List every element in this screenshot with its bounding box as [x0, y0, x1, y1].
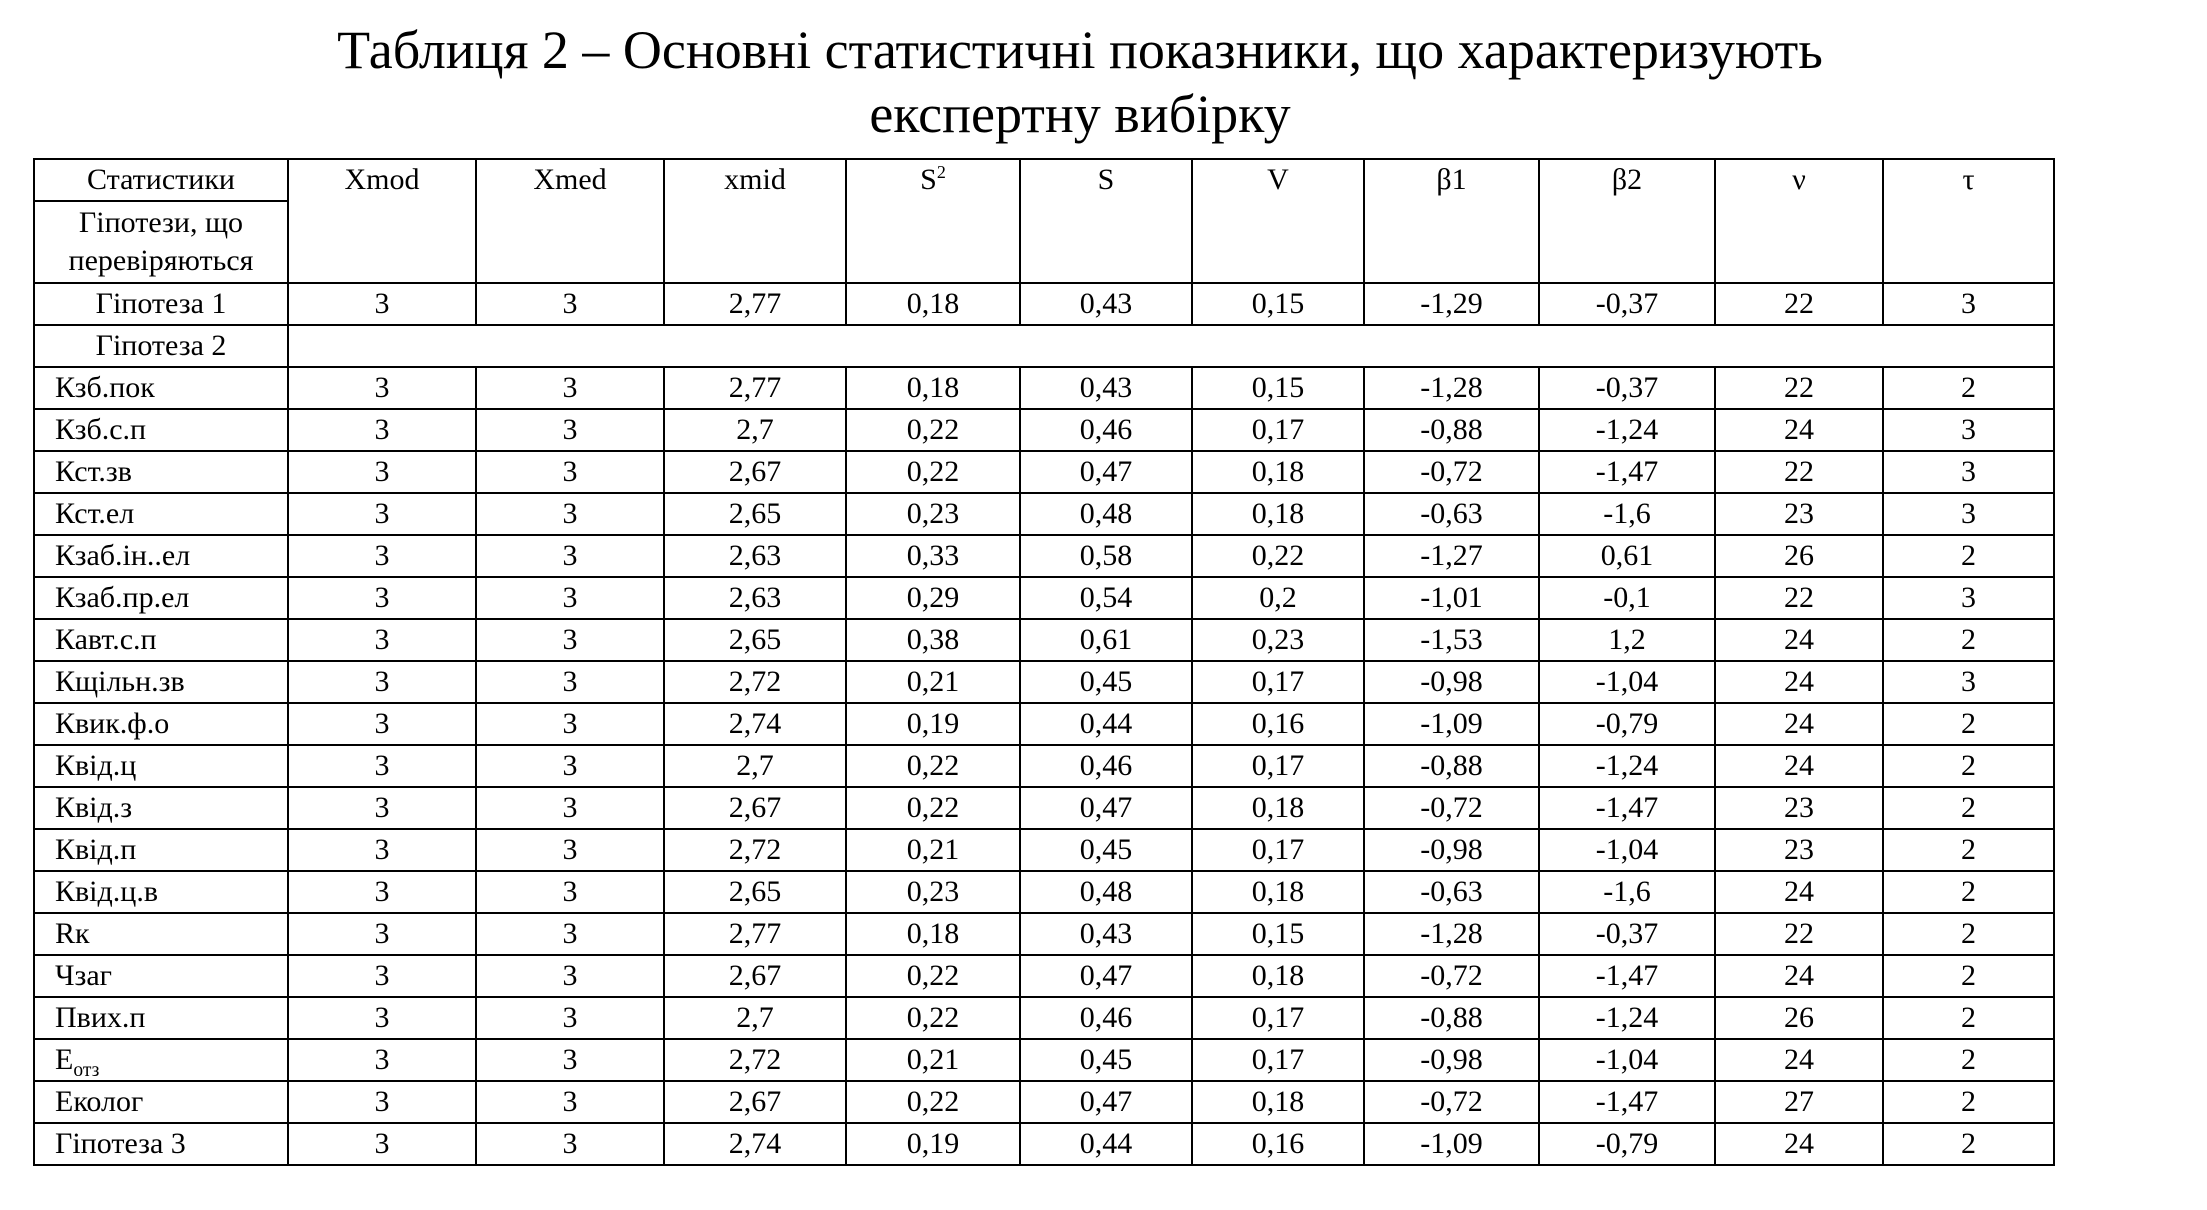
cell-xmod: 3 — [288, 787, 476, 829]
cell-tau: 3 — [1883, 493, 2054, 535]
cell-xmed: 3 — [476, 409, 664, 451]
cell-tau: 2 — [1883, 787, 2054, 829]
cell-nu: 24 — [1715, 1039, 1883, 1081]
cell-xmed: 3 — [476, 787, 664, 829]
row-label-text: Чзаг — [55, 959, 112, 992]
cell-v: 0,17 — [1192, 409, 1364, 451]
cell-xmed: 3 — [476, 913, 664, 955]
cell-xmed: 3 — [476, 535, 664, 577]
row-label — [34, 577, 288, 619]
cell-xmid: 2,7 — [664, 409, 846, 451]
cell-s2: 0,23 — [846, 493, 1020, 535]
table-row — [34, 997, 2054, 1039]
table-row-hypothesis-2 — [34, 325, 2054, 367]
cell-xmod: 3 — [288, 997, 476, 1039]
cell-tau: 3 — [1883, 409, 2054, 451]
cell-xmed: 3 — [476, 451, 664, 493]
cell-beta1: -0,98 — [1364, 661, 1539, 703]
row-label-text: Кст.зв — [55, 455, 132, 488]
s2-base: S — [920, 163, 937, 196]
cell-xmed: 3 — [476, 829, 664, 871]
header-hypotheses: Гіпотези, що перевіряються — [34, 201, 288, 283]
cell-v: 0,2 — [1192, 577, 1364, 619]
header-nu: ν — [1715, 159, 1883, 283]
cell-xmid: 2,67 — [664, 787, 846, 829]
table-row — [34, 1039, 2054, 1081]
row-label — [34, 451, 288, 493]
cell-nu: 24 — [1715, 703, 1883, 745]
table-row — [34, 871, 2054, 913]
cell-xmed: 3 — [476, 955, 664, 997]
cell-s2: 0,38 — [846, 619, 1020, 661]
cell-nu: 24 — [1715, 745, 1883, 787]
cell-s: 0,45 — [1020, 829, 1192, 871]
table-row — [34, 619, 2054, 661]
header-xmod: Xmod — [288, 159, 476, 283]
cell-tau: 2 — [1883, 1081, 2054, 1123]
table-row — [34, 1081, 2054, 1123]
cell-beta1: -0,98 — [1364, 829, 1539, 871]
header-beta2: β2 — [1539, 159, 1715, 283]
row-label-text: Кщільн.зв — [55, 665, 185, 698]
cell-tau: 2 — [1883, 745, 2054, 787]
cell-v: 0,18 — [1192, 787, 1364, 829]
row-label — [34, 535, 288, 577]
cell-tau: 2 — [1883, 703, 2054, 745]
header-beta1: β1 — [1364, 159, 1539, 283]
cell-s: 0,58 — [1020, 535, 1192, 577]
cell-xmod: 3 — [288, 535, 476, 577]
cell-v: 0,18 — [1192, 871, 1364, 913]
cell-beta2: -1,47 — [1539, 787, 1715, 829]
table-row — [34, 955, 2054, 997]
cell-beta1: -1,28 — [1364, 913, 1539, 955]
row-label-text: Кзб.с.п — [55, 413, 147, 446]
cell-v: 0,22 — [1192, 535, 1364, 577]
cell-v: 0,17 — [1192, 745, 1364, 787]
row-label — [34, 829, 288, 871]
table-row — [34, 829, 2054, 871]
hypothesis-2-span-cell — [288, 325, 2054, 367]
row-label-text: Кзаб.пр.ел — [55, 581, 190, 614]
row-label-text: Квик.ф.о — [55, 707, 170, 740]
cell-beta2: -1,04 — [1539, 661, 1715, 703]
cell-xmod: 3 — [288, 577, 476, 619]
cell-nu: 22 — [1715, 913, 1883, 955]
table-row — [34, 535, 2054, 577]
cell-xmed: 3 — [476, 745, 664, 787]
cell-s: 0,46 — [1020, 745, 1192, 787]
cell-xmod: 3 — [288, 745, 476, 787]
row-label — [34, 745, 288, 787]
cell-xmed: 3 — [476, 1039, 664, 1081]
cell-v: 0,18 — [1192, 1081, 1364, 1123]
title-line-2: експертну вибірку — [869, 84, 1291, 144]
row-label — [34, 1081, 288, 1123]
table-row — [34, 577, 2054, 619]
cell-nu: 22 — [1715, 283, 1883, 325]
cell-beta1: -0,63 — [1364, 493, 1539, 535]
cell-xmed: 3 — [476, 703, 664, 745]
cell-xmed: 3 — [476, 661, 664, 703]
cell-nu: 22 — [1715, 451, 1883, 493]
row-label: Гіпотеза 2 — [34, 325, 288, 367]
cell-xmed: 3 — [476, 1123, 664, 1165]
cell-s: 0,47 — [1020, 451, 1192, 493]
cell-xmid: 2,67 — [664, 955, 846, 997]
cell-v: 0,15 — [1192, 367, 1364, 409]
row-label-text: Е — [55, 1043, 74, 1076]
cell-xmod: 3 — [288, 409, 476, 451]
cell-beta1: -0,88 — [1364, 997, 1539, 1039]
cell-beta2: -0,79 — [1539, 1123, 1715, 1165]
row-label — [34, 997, 288, 1039]
cell-beta2: -1,47 — [1539, 1081, 1715, 1123]
cell-nu: 24 — [1715, 619, 1883, 661]
cell-s: 0,48 — [1020, 493, 1192, 535]
cell-s: 0,43 — [1020, 367, 1192, 409]
row-label — [34, 871, 288, 913]
cell-xmed: 3 — [476, 997, 664, 1039]
cell-tau: 2 — [1883, 955, 2054, 997]
cell-beta2: -0,37 — [1539, 283, 1715, 325]
cell-tau: 2 — [1883, 367, 2054, 409]
header-xmed: Xmed — [476, 159, 664, 283]
cell-s: 0,47 — [1020, 1081, 1192, 1123]
cell-v: 0,17 — [1192, 661, 1364, 703]
row-label — [34, 955, 288, 997]
row-label-text: Кзаб.ін..ел — [55, 539, 191, 572]
header-xmid: xmid — [664, 159, 846, 283]
cell-beta1: -0,98 — [1364, 1039, 1539, 1081]
title-line-1: Таблиця 2 – Основні статистичні показники, що характеризують — [337, 20, 1823, 80]
cell-s2: 0,21 — [846, 1039, 1020, 1081]
cell-v: 0,15 — [1192, 913, 1364, 955]
row-label-text: Еколог — [55, 1085, 144, 1118]
header-s: S — [1020, 159, 1192, 283]
statistics-table — [33, 158, 2055, 1166]
cell-beta2: -1,24 — [1539, 997, 1715, 1039]
cell-tau: 2 — [1883, 1039, 2054, 1081]
cell-xmid: 2,72 — [664, 829, 846, 871]
cell-s2: 0,23 — [846, 871, 1020, 913]
cell-beta2: -1,04 — [1539, 1039, 1715, 1081]
cell-nu: 27 — [1715, 1081, 1883, 1123]
row-label — [34, 493, 288, 535]
cell-tau: 2 — [1883, 535, 2054, 577]
cell-xmod: 3 — [288, 493, 476, 535]
cell-xmod: 3 — [288, 703, 476, 745]
cell-beta1: -0,88 — [1364, 409, 1539, 451]
cell-tau: 2 — [1883, 1123, 2054, 1165]
cell-v: 0,17 — [1192, 997, 1364, 1039]
cell-xmed: 3 — [476, 577, 664, 619]
cell-xmod: 3 — [288, 955, 476, 997]
row-label-text: Гіпотеза 3 — [55, 1127, 186, 1160]
cell-beta1: -1,29 — [1364, 283, 1539, 325]
cell-xmod: 3 — [288, 283, 476, 325]
row-label — [34, 787, 288, 829]
cell-v: 0,16 — [1192, 703, 1364, 745]
cell-s2: 0,21 — [846, 661, 1020, 703]
table-row — [34, 703, 2054, 745]
row-label — [34, 703, 288, 745]
cell-tau: 3 — [1883, 661, 2054, 703]
cell-s: 0,46 — [1020, 409, 1192, 451]
cell-xmid: 2,77 — [664, 283, 846, 325]
cell-s2: 0,33 — [846, 535, 1020, 577]
cell-xmed: 3 — [476, 283, 664, 325]
cell-xmid: 2,65 — [664, 871, 846, 913]
header-row — [34, 159, 2054, 201]
cell-v: 0,15 — [1192, 283, 1364, 325]
cell-xmid: 2,63 — [664, 577, 846, 619]
cell-beta1: -0,63 — [1364, 871, 1539, 913]
cell-s2: 0,19 — [846, 703, 1020, 745]
cell-beta2: -1,47 — [1539, 955, 1715, 997]
cell-xmod: 3 — [288, 1039, 476, 1081]
cell-beta2: -1,6 — [1539, 493, 1715, 535]
cell-beta1: -0,72 — [1364, 1081, 1539, 1123]
cell-xmid: 2,65 — [664, 493, 846, 535]
row-label-text: Rк — [55, 917, 90, 950]
cell-s: 0,45 — [1020, 1039, 1192, 1081]
cell-v: 0,16 — [1192, 1123, 1364, 1165]
cell-beta2: -1,24 — [1539, 745, 1715, 787]
cell-beta1: -1,01 — [1364, 577, 1539, 619]
cell-v: 0,18 — [1192, 955, 1364, 997]
cell-s2: 0,22 — [846, 997, 1020, 1039]
cell-nu: 22 — [1715, 577, 1883, 619]
cell-beta1: -0,88 — [1364, 745, 1539, 787]
row-label-text: Кзб.пок — [55, 371, 155, 404]
header-statistics: Статистики — [34, 159, 288, 201]
cell-xmed: 3 — [476, 367, 664, 409]
table-row — [34, 787, 2054, 829]
cell-beta1: -1,09 — [1364, 1123, 1539, 1165]
cell-xmod: 3 — [288, 367, 476, 409]
table-body — [34, 283, 2054, 1165]
cell-s2: 0,22 — [846, 787, 1020, 829]
cell-nu: 26 — [1715, 535, 1883, 577]
cell-beta2: -1,47 — [1539, 451, 1715, 493]
cell-nu: 26 — [1715, 997, 1883, 1039]
cell-beta1: -1,27 — [1364, 535, 1539, 577]
cell-s2: 0,21 — [846, 829, 1020, 871]
cell-xmed: 3 — [476, 871, 664, 913]
cell-nu: 24 — [1715, 409, 1883, 451]
table-row — [34, 1123, 2054, 1165]
cell-s2: 0,18 — [846, 913, 1020, 955]
cell-tau: 2 — [1883, 619, 2054, 661]
row-label — [34, 661, 288, 703]
row-label — [34, 367, 288, 409]
cell-tau: 2 — [1883, 913, 2054, 955]
cell-tau: 3 — [1883, 451, 2054, 493]
cell-xmid: 2,67 — [664, 1081, 846, 1123]
row-label — [34, 619, 288, 661]
cell-beta1: -1,09 — [1364, 703, 1539, 745]
row-label-text: Квід.ц.в — [55, 875, 158, 908]
cell-beta2: -0,37 — [1539, 367, 1715, 409]
cell-xmid: 2,74 — [664, 1123, 846, 1165]
cell-s2: 0,22 — [846, 451, 1020, 493]
cell-s2: 0,29 — [846, 577, 1020, 619]
header-v: V — [1192, 159, 1364, 283]
header-tau: τ — [1883, 159, 2054, 283]
cell-s2: 0,22 — [846, 409, 1020, 451]
cell-s: 0,44 — [1020, 1123, 1192, 1165]
cell-xmid: 2,67 — [664, 451, 846, 493]
cell-beta2: -0,1 — [1539, 577, 1715, 619]
cell-xmid: 2,72 — [664, 1039, 846, 1081]
cell-xmod: 3 — [288, 871, 476, 913]
cell-beta2: 1,2 — [1539, 619, 1715, 661]
cell-tau: 2 — [1883, 871, 2054, 913]
cell-v: 0,23 — [1192, 619, 1364, 661]
cell-s2: 0,19 — [846, 1123, 1020, 1165]
table-row — [34, 367, 2054, 409]
cell-nu: 24 — [1715, 871, 1883, 913]
cell-s2: 0,22 — [846, 1081, 1020, 1123]
cell-s: 0,43 — [1020, 913, 1192, 955]
cell-tau: 2 — [1883, 997, 2054, 1039]
cell-s: 0,45 — [1020, 661, 1192, 703]
cell-xmod: 3 — [288, 661, 476, 703]
cell-nu: 23 — [1715, 829, 1883, 871]
cell-beta1: -1,28 — [1364, 367, 1539, 409]
cell-nu: 22 — [1715, 367, 1883, 409]
row-label — [34, 1123, 288, 1165]
cell-s: 0,43 — [1020, 283, 1192, 325]
table-row — [34, 745, 2054, 787]
cell-v: 0,17 — [1192, 829, 1364, 871]
cell-beta2: -1,6 — [1539, 871, 1715, 913]
cell-v: 0,18 — [1192, 493, 1364, 535]
cell-xmod: 3 — [288, 829, 476, 871]
cell-beta1: -0,72 — [1364, 787, 1539, 829]
cell-xmid: 2,65 — [664, 619, 846, 661]
cell-xmed: 3 — [476, 1081, 664, 1123]
cell-tau: 2 — [1883, 829, 2054, 871]
cell-s: 0,48 — [1020, 871, 1192, 913]
cell-nu: 24 — [1715, 661, 1883, 703]
cell-tau: 3 — [1883, 577, 2054, 619]
row-label-text: Кст.ел — [55, 497, 135, 530]
cell-xmid: 2,77 — [664, 367, 846, 409]
cell-beta2: -0,79 — [1539, 703, 1715, 745]
cell-xmod: 3 — [288, 619, 476, 661]
cell-nu: 24 — [1715, 1123, 1883, 1165]
cell-s: 0,46 — [1020, 997, 1192, 1039]
cell-nu: 23 — [1715, 787, 1883, 829]
row-label-text: Пвих.п — [55, 1001, 146, 1034]
cell-s: 0,47 — [1020, 787, 1192, 829]
cell-s: 0,47 — [1020, 955, 1192, 997]
row-label-text: Квід.п — [55, 833, 137, 866]
cell-tau: 3 — [1883, 283, 2054, 325]
cell-s2: 0,18 — [846, 367, 1020, 409]
s2-superscript: 2 — [936, 162, 946, 182]
cell-beta2: -0,37 — [1539, 913, 1715, 955]
table-row — [34, 661, 2054, 703]
cell-beta1: -1,53 — [1364, 619, 1539, 661]
cell-xmid: 2,72 — [664, 661, 846, 703]
cell-s: 0,61 — [1020, 619, 1192, 661]
cell-xmod: 3 — [288, 451, 476, 493]
row-label — [34, 913, 288, 955]
cell-xmod: 3 — [288, 1123, 476, 1165]
row-label-text: Кавт.с.п — [55, 623, 157, 656]
cell-beta2: -1,24 — [1539, 409, 1715, 451]
cell-s: 0,54 — [1020, 577, 1192, 619]
cell-xmid: 2,74 — [664, 703, 846, 745]
row-label-text: Квід.ц — [55, 749, 137, 782]
table-row — [34, 913, 2054, 955]
cell-s: 0,44 — [1020, 703, 1192, 745]
cell-beta2: -1,04 — [1539, 829, 1715, 871]
table-row — [34, 409, 2054, 451]
header-s-squared — [846, 159, 1020, 283]
cell-xmod: 3 — [288, 1081, 476, 1123]
cell-xmed: 3 — [476, 493, 664, 535]
cell-xmid: 2,63 — [664, 535, 846, 577]
cell-s2: 0,22 — [846, 955, 1020, 997]
cell-xmid: 2,77 — [664, 913, 846, 955]
cell-v: 0,18 — [1192, 451, 1364, 493]
cell-beta1: -0,72 — [1364, 451, 1539, 493]
cell-beta2: 0,61 — [1539, 535, 1715, 577]
cell-xmed: 3 — [476, 619, 664, 661]
cell-beta1: -0,72 — [1364, 955, 1539, 997]
row-label — [34, 409, 288, 451]
cell-s2: 0,18 — [846, 283, 1020, 325]
row-label-subscript: отз — [73, 1060, 100, 1081]
cell-s2: 0,22 — [846, 745, 1020, 787]
cell-xmid: 2,7 — [664, 997, 846, 1039]
document-title — [300, 18, 1860, 146]
table-row-hypothesis-1 — [34, 283, 2054, 325]
table-row — [34, 493, 2054, 535]
row-label — [34, 1039, 288, 1081]
table-row — [34, 451, 2054, 493]
cell-v: 0,17 — [1192, 1039, 1364, 1081]
cell-nu: 24 — [1715, 955, 1883, 997]
row-label: Гіпотеза 1 — [34, 283, 288, 325]
cell-nu: 23 — [1715, 493, 1883, 535]
cell-xmid: 2,7 — [664, 745, 846, 787]
cell-xmod: 3 — [288, 913, 476, 955]
row-label-text: Квід.з — [55, 791, 133, 824]
